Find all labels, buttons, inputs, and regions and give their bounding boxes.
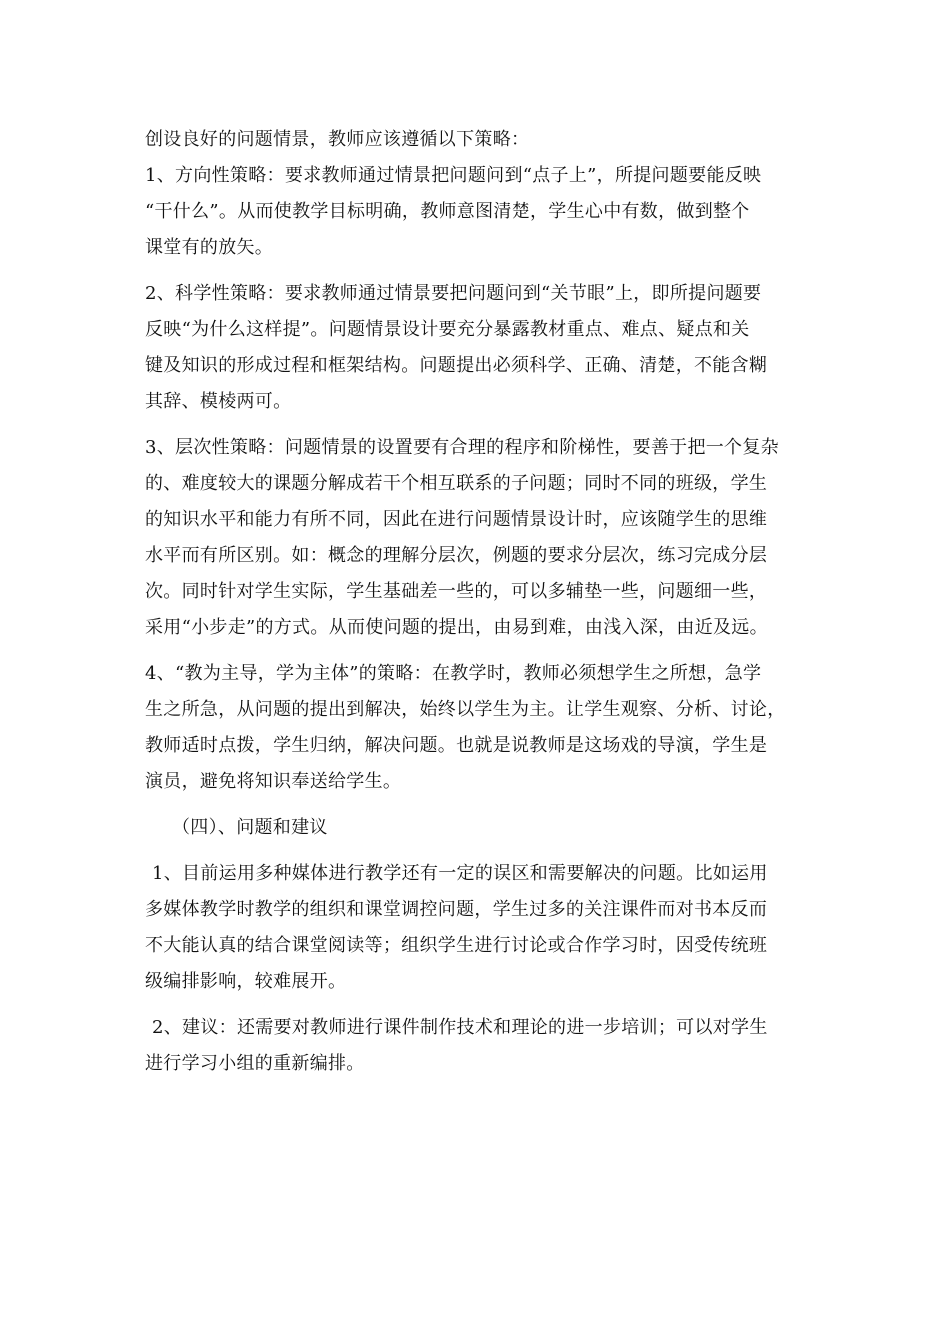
text-line: 演员，避免将知识奉送给学生。 bbox=[145, 771, 402, 792]
text-line: 级编排影响，较难展开。 bbox=[145, 971, 347, 992]
text-line: 采用“小步走”的方式。从而使问题的提出，由易到难，由浅入深，由近及远。 bbox=[145, 617, 768, 638]
text-line: 教师适时点拨，学生归纳，解决问题。也就是说教师是这场戏的导演，学生是 bbox=[145, 735, 768, 756]
text-line: 课堂有的放矢。 bbox=[145, 237, 274, 258]
text-line: 进行学习小组的重新编排。 bbox=[145, 1053, 365, 1074]
text-line: 3、层次性策略：问题情景的设置要有合理的程序和阶梯性，要善于把一个复杂 bbox=[145, 437, 779, 458]
text-line: 反映“为什么这样提”。问题情景设计要充分暴露教材重点、难点、疑点和关 bbox=[145, 319, 750, 340]
text-line: 水平而有所区别。如：概念的理解分层次，例题的要求分层次，练习完成分层 bbox=[145, 545, 768, 566]
text-line: 创设良好的问题情景，教师应该遵循以下策略： bbox=[145, 129, 530, 150]
text-line: 次。同时针对学生实际，学生基础差一些的，可以多辅垫一些，问题细一些， bbox=[145, 581, 768, 602]
text-line: 其辞、模棱两可。 bbox=[145, 391, 292, 412]
text-line: 2、科学性策略：要求教师通过情景要把问题问到“关节眼”上，即所提问题要 bbox=[145, 283, 762, 304]
text-line: 不大能认真的结合课堂阅读等；组织学生进行讨论或合作学习时，因受传统班 bbox=[145, 935, 768, 956]
text-line: 键及知识的形成过程和框架结构。问题提出必须科学、正确、清楚，不能含糊 bbox=[145, 355, 768, 376]
text-line: 多媒体教学时教学的组织和课堂调控问题，学生过多的关注课件而对书本反而 bbox=[145, 899, 768, 920]
text-line: “干什么”。从而使教学目标明确，教师意图清楚，学生心中有数，做到整个 bbox=[145, 201, 750, 222]
text-line: 1、目前运用多种媒体进行教学还有一定的误区和需要解决的问题。比如运用 bbox=[152, 863, 768, 884]
text-line: 4、“教为主导，学为主体”的策略：在教学时，教师必须想学生之所想，急学 bbox=[145, 663, 762, 684]
text-line: 生之所急，从问题的提出到解决，始终以学生为主。让学生观察、分析、讨论， bbox=[145, 699, 786, 720]
text-line: 2、建议：还需要对教师进行课件制作技术和理论的进一步培训；可以对学生 bbox=[152, 1017, 768, 1038]
text-line: 的知识水平和能力有所不同，因此在进行问题情景设计时，应该随学生的思维 bbox=[145, 509, 768, 530]
text-line: 1、方向性策略：要求教师通过情景把问题问到“点子上”，所提问题要能反映 bbox=[145, 165, 762, 186]
section-heading: （四）、问题和建议 bbox=[172, 817, 328, 838]
text-line: 的、难度较大的课题分解成若干个相互联系的子问题；同时不同的班级，学生 bbox=[145, 473, 768, 494]
